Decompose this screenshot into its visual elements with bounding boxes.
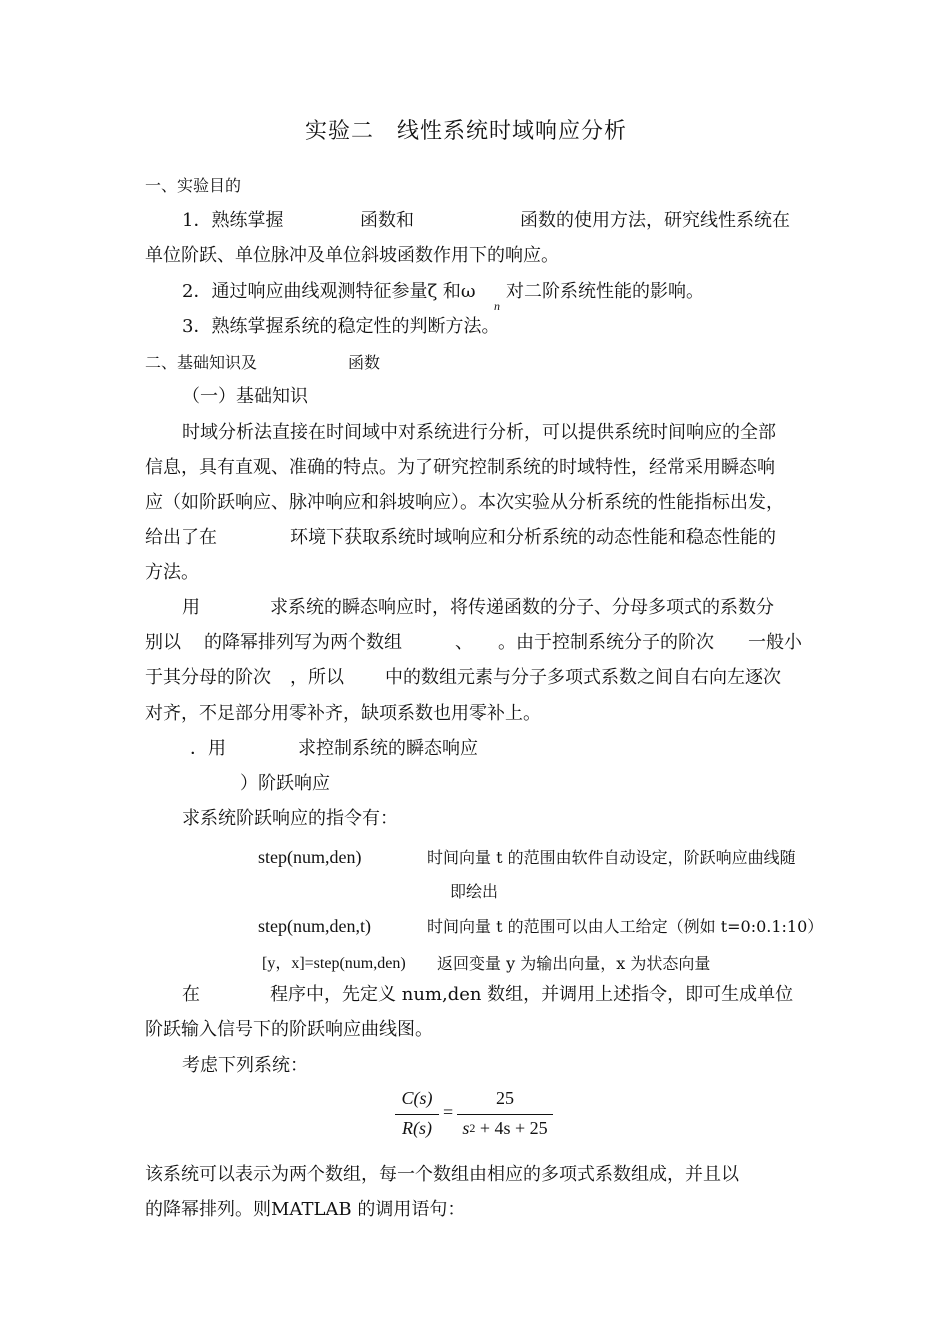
paragraph-1-line-1: 时域分析法直接在时间域中对系统进行分析，可以提供系统时间响应的全部	[182, 422, 776, 443]
paragraph-1-line-5: 方法。	[145, 562, 199, 583]
equation-rhs-denominator	[457, 1118, 553, 1139]
command-3: [y，x]=step(num,den)	[262, 955, 406, 972]
paragraph-2-line-1a: 用	[182, 597, 200, 618]
subsection-step-response: ）阶跃响应	[240, 773, 330, 794]
objective-item-2-subscript: n	[494, 299, 500, 313]
paragraph-3-line-1b: 程序中，先定义 num,den 数组，并调用上述指令，即可生成单位	[270, 984, 794, 1005]
paragraph-2-line-1b: 求系统的瞬态响应时，将传递函数的分子、分母多项式的系数分	[270, 597, 774, 618]
paragraph-2-line-3c: 中的数组元素与分子多项式系数之间自右向左逐次	[385, 667, 781, 688]
paragraph-3-line-2: 阶跃输入信号下的阶跃响应曲线图。	[145, 1019, 433, 1040]
equation-lhs-fraction-bar	[395, 1114, 439, 1115]
paragraph-2-line-3a: 于其分母的阶次	[145, 667, 271, 688]
page-title: 实验二 线性系统时域响应分析	[305, 119, 628, 144]
paragraph-4-line-1: 该系统可以表示为两个数组，每一个数组由相应的多项式系数组成，并且以	[145, 1164, 739, 1185]
command-1-description-2: 即绘出	[450, 882, 499, 901]
section-heading-basics-a: 二、基础知识及	[145, 353, 258, 372]
paragraph-2-line-2c: 、	[455, 632, 473, 653]
command-1: step(num,den)	[258, 847, 362, 867]
objective-item-1-part-d: 单位阶跃、单位脉冲及单位斜坡函数作用下的响应。	[145, 245, 559, 266]
equation-rhs-fraction-bar	[457, 1114, 553, 1115]
equation-lhs-denominator: R(s)	[402, 1118, 432, 1138]
section-heading-basics-b: 函数	[348, 353, 381, 372]
objective-item-3: 3．熟练掌握系统的稳定性的判断方法。	[182, 316, 500, 337]
paragraph-4-line-2: 的降幂排列。则MATLAB 的调用语句：	[145, 1199, 466, 1220]
subsection-transient-b: 求控制系统的瞬态响应	[298, 738, 478, 759]
consider-text: 考虑下列系统：	[182, 1055, 308, 1076]
section-heading-objectives: 一、实验目的	[145, 176, 242, 195]
paragraph-2-line-2a: 别以	[145, 632, 181, 653]
objective-item-1-part-c: 函数的使用方法，研究线性系统在	[520, 210, 790, 231]
objective-item-2-part-b: 对二阶系统性能的影响。	[506, 281, 704, 302]
paragraph-1-line-4b: 环境下获取系统时域响应和分析系统的动态性能和稳态性能的	[290, 527, 776, 548]
transfer-function-equation	[395, 1088, 565, 1144]
objective-item-1-part-a: 1．熟练掌握	[182, 210, 284, 231]
paragraph-1-line-3: 应（如阶跃响应、脉冲响应和斜坡响应）。本次实验从分析系统的性能指标出发，	[145, 492, 784, 513]
command-3-description: 返回变量 y 为输出向量，x 为状态向量	[437, 954, 711, 973]
subsection-basics: （一）基础知识	[182, 386, 308, 407]
command-1-description: 时间向量 t 的范围由软件自动设定，阶跃响应曲线随	[427, 848, 796, 867]
subsection-transient-a: ．用	[190, 738, 226, 759]
objective-item-2-part-a: 2．通过响应曲线观测特征参量ζ 和ω	[182, 281, 476, 302]
paragraph-1-line-2: 信息，具有直观、准确的特点。为了研究控制系统的时域特性，经常采用瞬态响	[145, 457, 775, 478]
equation-rhs-exponent: 2	[469, 1121, 476, 1135]
paragraph-2-line-3b: ，所以	[290, 667, 344, 688]
command-intro: 求系统阶跃响应的指令有：	[182, 808, 398, 829]
equation-rhs-rest: + 4s + 25	[475, 1118, 548, 1138]
paragraph-2-line-2e: 一般小	[748, 632, 802, 653]
paragraph-3-line-1a: 在	[182, 984, 200, 1005]
command-2-description: 时间向量 t 的范围可以由人工给定（例如 t=0:0.1:10）	[427, 917, 824, 936]
equation-equals-sign: =	[443, 1102, 454, 1122]
paragraph-2-line-4: 对齐，不足部分用零补齐，缺项系数也用零补上。	[145, 703, 541, 724]
equation-lhs-numerator: C(s)	[401, 1088, 433, 1108]
paragraph-2-line-2b: 的降幂排列写为两个数组	[204, 632, 402, 653]
paragraph-2-line-2d: 。由于控制系统分子的阶次	[498, 632, 714, 653]
equation-rhs-numerator: 25	[496, 1088, 514, 1108]
objective-item-1-part-b: 函数和	[360, 210, 414, 231]
equation-rhs-s: s	[462, 1118, 470, 1138]
command-2: step(num,den,t)	[258, 916, 371, 936]
paragraph-1-line-4a: 给出了在	[145, 527, 217, 548]
